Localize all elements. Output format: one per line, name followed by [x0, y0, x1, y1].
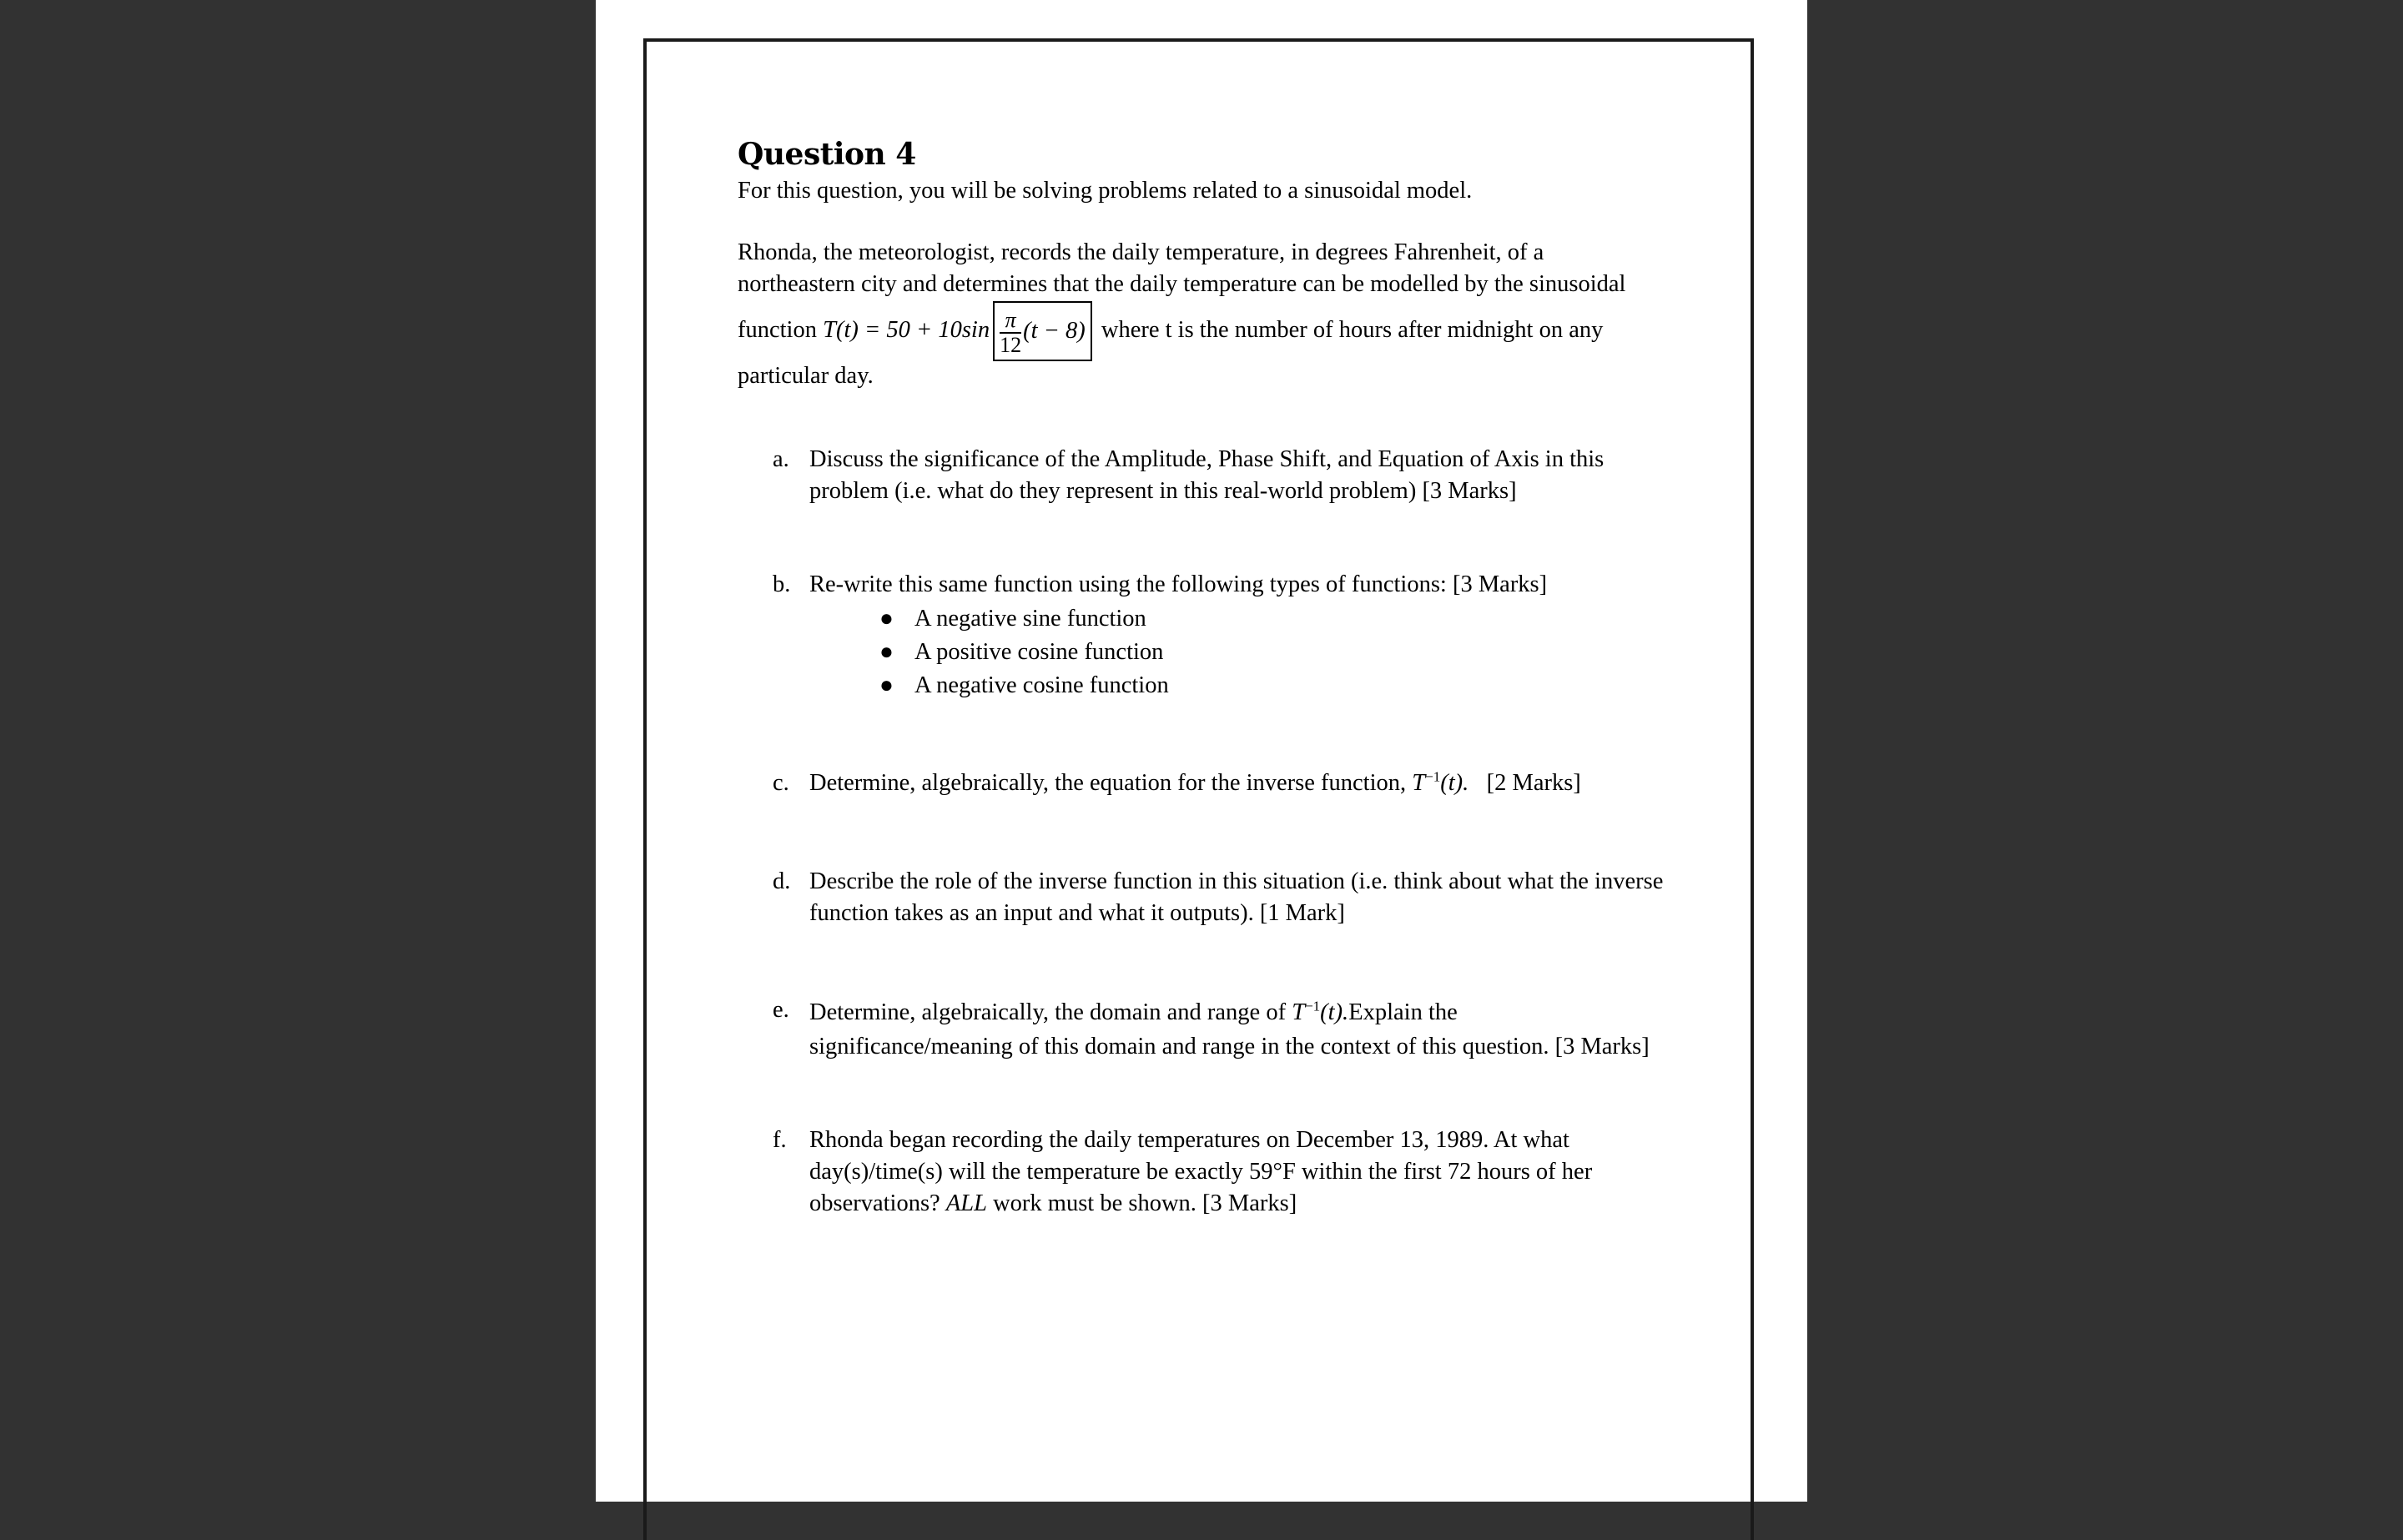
- list-item: ● A positive cosine function: [879, 636, 1705, 669]
- part-f-line-3: observations? ALL work must be shown. [3 Marks]: [809, 1190, 1297, 1216]
- part-b: [738, 569, 1705, 601]
- bullet-icon: ●: [879, 672, 894, 698]
- part-c-label: c.: [773, 770, 789, 796]
- context-line-1: Rhonda, the meteorologist, records the daily temperature, in degrees Fahrenheit, of a: [738, 239, 1544, 265]
- list-item: ● A negative sine function: [879, 602, 1705, 636]
- part-b-label: b.: [773, 571, 791, 597]
- part-b-text: Re-write this same function using the following types of functions: [3 Marks]: [809, 571, 1548, 597]
- part-f-line-1: Rhonda began recording the daily temperatures on December 13, 1989. At what: [809, 1127, 1569, 1153]
- function-word: function: [738, 317, 817, 343]
- part-c: [738, 767, 1705, 799]
- part-f: [738, 1125, 1705, 1220]
- bullet-icon: ●: [879, 606, 894, 632]
- part-d-line-2: function takes as an input and what it outputs). [1 Mark]: [809, 900, 1345, 926]
- part-d-label: d.: [773, 868, 791, 894]
- document-page: [596, 0, 1807, 1502]
- part-a-line-2: problem (i.e. what do they represent in this real-world problem) [3 Marks]: [809, 478, 1517, 504]
- part-e-label: e.: [773, 997, 789, 1023]
- inverse-notation: $T^{-1}(t)$.: [1412, 768, 1469, 796]
- formula-lhs: T(t) = 50 + 10sin: [823, 317, 990, 343]
- question-intro: For this question, you will be solving problems related to a sinusoidal model.: [738, 178, 1473, 204]
- bullet-icon: ●: [879, 639, 894, 665]
- part-e-line-1: Determine, algebraically, the domain and range of $T^{-1}(t).Explain$ the: [809, 998, 1458, 1025]
- part-a: [738, 444, 1705, 507]
- part-f-line-2: day(s)/time(s) will the temperature be exactly 59°F within the first 72 hours of her: [809, 1159, 1593, 1185]
- part-d: [738, 866, 1705, 929]
- formula-fraction: [1000, 309, 1021, 357]
- part-a-line-1: Discuss the significance of the Amplitude, Phase Shift, and Equation of Axis in this: [809, 446, 1605, 472]
- list-item: ● A negative cosine function: [879, 669, 1705, 702]
- inverse-notation: $T^{-1}(t)$.: [1292, 998, 1349, 1025]
- formula-after-text: where t is the number of hours after midnight on any: [1101, 317, 1604, 343]
- formula-argument: (t − 8): [1023, 318, 1086, 345]
- part-d-line-1: Describe the role of the inverse function in this situation (i.e. think about what the inverse: [809, 868, 1664, 894]
- part-b-bullets: [879, 602, 1705, 702]
- formula-denominator: 12: [1000, 332, 1022, 357]
- context-line-4: particular day.: [738, 363, 874, 389]
- context-line-2: northeastern city and determines that the daily temperature can be modelled by the sinusoidal: [738, 271, 1626, 297]
- formula-line: [738, 300, 1705, 360]
- part-a-label: a.: [773, 446, 789, 472]
- part-f-label: f.: [773, 1127, 787, 1153]
- formula-numerator: π: [1000, 309, 1021, 334]
- part-e-line-2: significance/meaning of this domain and range in the context of this question. [3 Marks]: [809, 1034, 1650, 1059]
- part-e: [738, 994, 1705, 1063]
- part-c-text: Determine, algebraically, the equation for the inverse function, $T^{-1}(t)$. [2 Marks]: [809, 768, 1581, 796]
- formula-bracket: [993, 301, 1092, 361]
- question-title: Question 4: [738, 137, 916, 172]
- question-parts: [738, 444, 1705, 1220]
- question-content: [738, 133, 1705, 1220]
